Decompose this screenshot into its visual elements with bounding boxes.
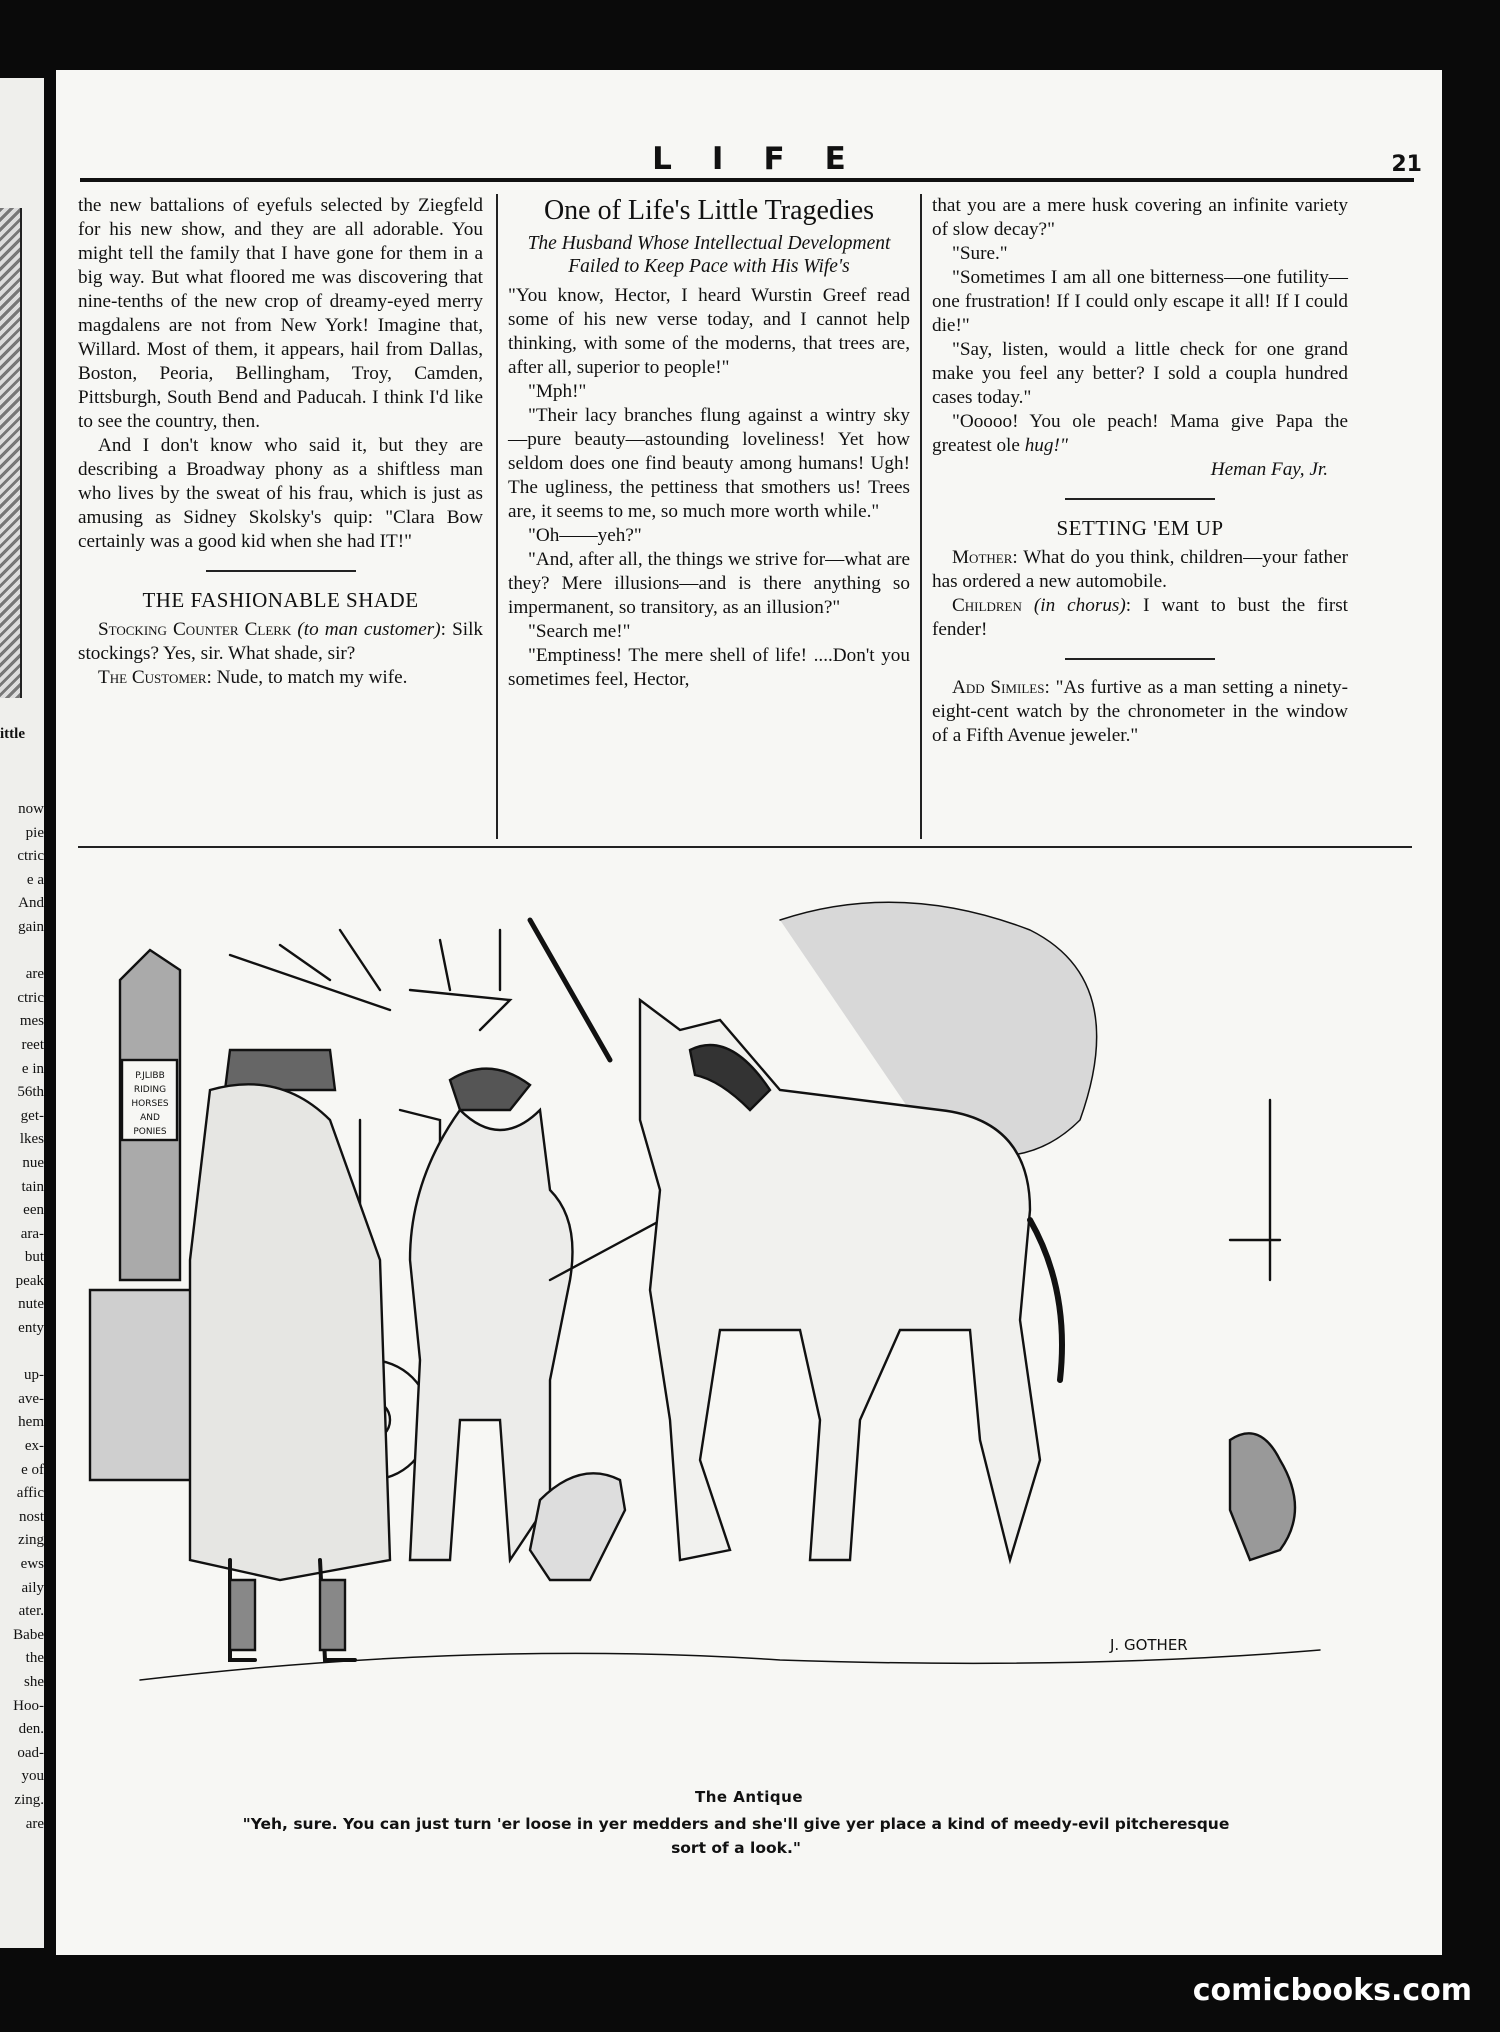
left-page-fragment: zing. <box>14 1791 44 1808</box>
col2-paragraph: "Their lacy branches flung against a wintry sky—pure beauty—astounding loveliness! Yet how seldom does one find beauty among humans! Ugh! The ugliness, the pettiness that smothers us! Trees are, it seems to me, so much more worth while." <box>508 405 910 522</box>
left-page-fragment: 56th <box>17 1084 44 1101</box>
pole-sketch <box>530 920 610 1060</box>
similes-label: Add Similes <box>952 677 1045 698</box>
left-page-fragment <box>0 1341 44 1365</box>
left-page-fragment: are <box>25 966 44 983</box>
caption-text: "Yeh, sure. You can just turn 'er loose in yer medders and she'll give yer place a kind of meedy-evil pitcheresque sort of a look." <box>242 1815 1230 1857</box>
illustration-top-rule <box>78 846 1412 848</box>
tragedies-title: One of Life's Little Tragedies <box>543 195 875 226</box>
left-page-fragment: ave- <box>18 1390 44 1407</box>
left-page-fragment: mes <box>19 1013 44 1030</box>
left-page-fragment: ara- <box>20 1225 44 1242</box>
bird-sketch <box>410 930 510 1030</box>
col3-paragraph: "Sure." <box>952 243 1008 264</box>
col3-paragraph: "Say, listen, would a little check for one grand make you feel any better? I sold a coupla hundred cases today." <box>932 339 1348 408</box>
col2-paragraph: "And, after all, the things we strive for—what are they? Mere illusions—and is there anything so impermanent, so transitory, as an illusion?" <box>508 549 910 618</box>
left-page-fragment: pie <box>25 824 44 841</box>
speaker-customer: The Customer <box>98 667 207 688</box>
fashion-section-title: THE FASHIONABLE SHADE <box>142 588 419 612</box>
col1-paragraph-1: the new battalions of eyefuls selected by Ziegfeld for his new show, and they are all adorable. You might tell the family that I have gone for them in a big way. But what floored me was discovering that nine-tenths of the new crop of dreamy-eyed merry magdalens are not from New York! Imagine that, Willard. Most of them, it appears, hail from Dallas, Boston, Peoria, Bellingham, Troy, Camden, Pittsburgh, South Bend and Paducah. I think I'd like to see the country, then. <box>78 195 483 432</box>
tragedies-subtitle: The Husband Whose Intellectual Development Failed to Keep Pace with His Wife's <box>527 233 891 277</box>
horse-tail-sketch <box>1030 1220 1062 1380</box>
left-page-fragment: peak <box>15 1272 44 1289</box>
col2-paragraph: "Mph!" <box>528 381 587 402</box>
column-3 <box>932 194 1348 748</box>
cap-icon <box>450 1069 530 1110</box>
column-rule-2 <box>920 194 922 839</box>
left-page-fragment: nute <box>18 1296 44 1313</box>
column-2 <box>508 194 910 692</box>
sign-line: HORSES <box>131 1099 169 1109</box>
setting-section-title: SETTING 'EM UP <box>1056 516 1224 540</box>
checkered-socks-icon <box>230 1580 345 1650</box>
left-page-fragment: gain <box>18 918 44 935</box>
left-page-fragment <box>0 940 44 964</box>
left-page-fragment: And <box>18 895 44 912</box>
left-page-fragment: e a <box>26 871 44 888</box>
column-rule-1 <box>496 194 498 839</box>
horse-trader-cartoon <box>80 860 1380 1780</box>
sign-line: P.JLIBB <box>135 1071 165 1081</box>
speaker-mother: Mother <box>952 547 1013 568</box>
fashion-line-1 <box>78 618 483 666</box>
masthead-rule <box>80 178 1414 182</box>
left-page-fragment: ctric <box>17 848 44 865</box>
left-page-fragment: you <box>21 1768 44 1785</box>
speaker-children: Children <box>952 595 1022 616</box>
author-signature: Heman Fay, Jr. <box>1210 459 1328 480</box>
column-separator <box>1065 658 1215 660</box>
left-page-fragment: are <box>25 1815 44 1832</box>
left-page-fragment: she <box>24 1673 44 1690</box>
col3-paragraph-hug <box>932 410 1348 458</box>
left-page-fragment: Hoo- <box>13 1697 44 1714</box>
mother-line-text: : What do you think, children—your father has ordered a new automobile. <box>932 547 1348 592</box>
mother-line <box>932 546 1348 594</box>
left-page-fragment: lkes <box>19 1131 44 1148</box>
left-page-fragment: e in <box>21 1060 44 1077</box>
col3-paragraph: "Sometimes I am all one bitterness—one futility—one frustration! If I could only escape it all! If I could die!" <box>932 267 1348 336</box>
fashion-line-1-text: : Silk stockings? Yes, sir. What shade, sir? <box>78 619 484 664</box>
left-page-fragment: the <box>25 1650 44 1667</box>
similes-line <box>932 676 1348 748</box>
branch-sketch <box>230 930 390 1010</box>
left-page-fragment: zing <box>18 1532 44 1549</box>
speaker-clerk: Stocking Counter Clerk <box>98 619 292 640</box>
left-page-fragment: een <box>23 1202 44 1219</box>
sign-line: PONIES <box>133 1127 167 1137</box>
left-page-fragment: reet <box>21 1036 44 1053</box>
fashion-line-2-text: : Nude, to match my wife. <box>206 667 408 688</box>
column-1 <box>78 194 483 690</box>
left-page-fragment: ctric <box>17 989 44 1006</box>
column-separator <box>206 570 356 572</box>
col2-paragraph: "Oh——yeh?" <box>528 525 642 546</box>
similes-text: : "As furtive as a man setting a ninety-eight-cent watch by the chronometer in the window of a Fifth Avenue jeweler." <box>932 677 1348 746</box>
left-page-fragment: aily <box>21 1579 44 1596</box>
magazine-page <box>56 70 1442 1955</box>
col3-paragraph: that you are a mere husk covering an infinite variety of slow decay?" <box>932 195 1348 240</box>
col2-paragraph: "You know, Hector, I heard Wurstin Greef read some of his new verse today, and I cannot help thinking, with some of the moderns, that trees are, after all, superior to people!" <box>508 285 910 378</box>
left-page-text-fragments <box>0 798 44 1836</box>
stage-direction: (to man customer) <box>297 619 441 640</box>
children-line <box>932 594 1348 642</box>
left-page-caption-fragment: ittle <box>0 726 25 742</box>
left-page-fragment: den. <box>18 1721 44 1738</box>
column-separator <box>1065 498 1215 500</box>
wagon-sketch <box>1230 1100 1280 1280</box>
cartoon-drawing <box>80 860 1380 1780</box>
left-page-fragment: nue <box>22 1154 44 1171</box>
left-page-fragment: tain <box>21 1178 44 1195</box>
left-page-illustration-edge <box>0 208 22 698</box>
left-page-fragment: get- <box>20 1107 44 1124</box>
ground-line <box>140 1650 1320 1680</box>
col1-paragraph-2: And I don't know who said it, but they are describing a Broadway phony as a shiftless man who lives by the sweat of his frau, which is just as amusing as Sidney Skolsky's quip: "Clara Bow certainly was a good kid when she had IT!" <box>78 435 483 552</box>
rooster-sketch <box>1230 1433 1295 1560</box>
left-facing-page <box>0 78 44 1948</box>
watermark: comicbooks.com <box>1192 1973 1472 2008</box>
sign-line: AND <box>140 1113 160 1123</box>
left-page-fragment: ews <box>20 1556 44 1572</box>
left-page-fragment: but <box>24 1249 44 1266</box>
stage-direction: (in chorus) <box>1033 595 1126 616</box>
left-page-fragment: enty <box>18 1320 44 1337</box>
left-page-fragment: e of <box>21 1461 44 1478</box>
left-page-fragment: ex- <box>24 1438 44 1455</box>
children-line-text: : I want to bust the first fender! <box>932 595 1349 640</box>
hug-word: hug!" <box>1024 435 1068 456</box>
left-page-fragment: up- <box>24 1367 44 1384</box>
left-page-fragment: hem <box>18 1414 44 1431</box>
left-page-fragment: oad- <box>17 1744 44 1761</box>
fashion-line-2 <box>78 666 483 690</box>
col2-paragraph: "Emptiness! The mere shell of life! ....Don't you sometimes feel, Hector, <box>508 645 910 690</box>
col2-paragraph: "Search me!" <box>528 621 631 642</box>
caption-title: The Antique <box>695 1788 803 1806</box>
left-page-fragment: nost <box>18 1508 44 1525</box>
left-page-fragment: affic <box>16 1485 44 1502</box>
sign-line: RIDING <box>133 1085 167 1095</box>
magazine-title: LIFE <box>652 141 886 177</box>
page-number: 21 <box>1391 152 1422 177</box>
left-page-fragment: ater. <box>18 1603 44 1620</box>
left-page-fragment: now <box>18 801 44 817</box>
artist-signature: J. GOTHER <box>1110 1636 1188 1654</box>
col3-paragraph-text: "Ooooo! You ole peach! Mama give Papa the greatest ole <box>932 411 1348 456</box>
left-page-fragment: Babe <box>13 1626 44 1643</box>
